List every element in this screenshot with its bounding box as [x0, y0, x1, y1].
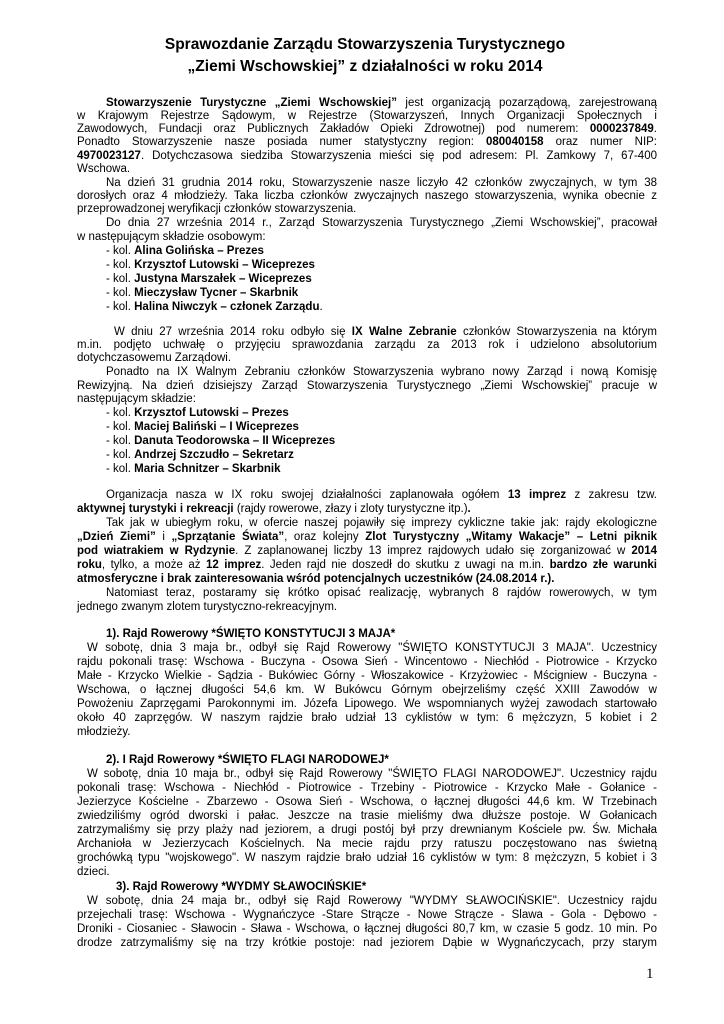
board2-item: - kol. Danuta Teodorowska – II Wiceprezes: [106, 435, 336, 447]
rally2-line: grochówką typu "wojskowego". W naszym rajdzie brało udział 16 cyklistów w tym: 8 mężczyzn, 5 kobiet i 3: [77, 852, 657, 864]
rally2-line: dzieci.: [77, 866, 110, 878]
p7-line-1: Tak jak w ubiegłym roku, w ofercie naszej pojawiły się imprezy cykliczne takie jak: rajdy ekologiczne: [106, 517, 657, 529]
board1-item: - kol. Alina Golińska – Prezes: [106, 245, 264, 257]
p2-line-2: dorosłych oraz 4 młodzieży. Taka liczba członków zwyczajnych naszego stowarzyszenia, wynika obecnie z: [77, 190, 657, 202]
rally2-line: zwiedziliśmy ogród dworski i pałac. Jeszcze na trasie mieliśmy dwa dłuższe postoje. W Gołanicach: [77, 810, 657, 822]
p8-line-1: Natomiast teraz, postaramy się krótko opisać realizację, wybranych 8 rajdów rowerowych, w tym: [106, 587, 657, 599]
board2-item: - kol. Maria Schnitzer – Skarbnik: [106, 463, 281, 475]
p7-line-5: atmosferyczne i brak zainteresowania wśród potencjalnych uczestników (24.08.2014 r.).: [77, 573, 555, 585]
rally1-line: Wschowa, o łącznej długości 54,6 km. W Bukówcu Górnym obejrzeliśmy część XXIII Zawodów w: [77, 684, 657, 696]
board1-item: - kol. Halina Niwczyk – członek Zarządu.: [106, 301, 323, 313]
p5-line-1: Ponadto na IX Walnym Zebraniu członków Stowarzyszenia wybrano nowy Zarząd i nową Komisję: [106, 366, 657, 378]
board1-item: - kol. Krzysztof Lutowski – Wiceprezes: [106, 259, 315, 271]
rally1-heading: 1). Rajd Rowerowy *ŚWIĘTO KONSTYTUCJI 3 MAJA*: [106, 628, 396, 640]
p2-line-3: przeprowadzonej weryfikacji członków stowarzyszenia.: [77, 203, 357, 215]
p5-line-3: następującym składzie:: [77, 393, 196, 405]
p8-line-2: jednego zwanym zlotem turystyczno-rekreacyjnym.: [77, 601, 338, 613]
rally3-line: drodze zatrzymaliśmy się na trzy krótkie postoje: nad jeziorem Dąbie w Wygnańczycach, przy starym: [77, 937, 657, 949]
rally3-heading: 3). Rajd Rowerowy *WYDMY SŁAWOCIŃSKIE*: [116, 881, 367, 893]
p6-line-2: aktywnej turystyki i rekreacji (rajdy rowerowe, złazy i zloty turystyczne itp.).: [77, 503, 471, 515]
rally1-line: młodzieży.: [77, 726, 131, 738]
p7-line-3: pod wiatrakiem w Rydzynie. Z zaplanowanej liczby 13 imprez rajdowych udało się zorganizować w 2014: [77, 545, 657, 557]
rally3-line: Droniki - Ciosaniec - Sławocin - Sława - Wschowa, o łącznej długości 80,7 km, w czasie 5 godz. 10 min. Po: [77, 923, 657, 935]
board2-item: - kol. Andrzej Szczudło – Sekretarz: [106, 449, 294, 461]
p3-line-2: w następującym składzie osobowym:: [77, 231, 266, 243]
p1-line-2: w Krajowym Rejestrze Sądowym, w Rejestrze (Stowarzyszeń, Innych Organizacji Społecznych i: [77, 110, 657, 122]
title-line-1: Sprawozdanie Zarządu Stowarzyszenia Turystycznego: [164, 36, 566, 53]
p3-line-1: Do dnia 27 września 2014 r., Zarząd Stowarzyszenia Turystycznego „Ziemi Wschowskiej”, pracował: [106, 217, 657, 229]
rally1-line: Małe - Krzycko Wielkie - Sądzia - Bukówiec Górny - Włoszakowice - Krzyżowiec - Mścigniew - Buczyna -: [77, 670, 657, 682]
rally3-line: przejechali trasę: Wschowa - Wygnańczyce -Stare Strącze - Nowe Strącze - Slawa - Gola - Dębowo -: [77, 909, 657, 921]
rally2-heading: 2). I Rajd Rowerowy *ŚWIĘTO FLAGI NARODOWEJ*: [106, 754, 389, 766]
p1-line-6: Wschowa.: [77, 163, 131, 175]
p1-line-3: Zawodowych, Fundacji oraz Publicznych Zakładów Opieki Zdrowotnej) pod numerem: 0000237849.: [77, 123, 657, 135]
rally2-line: pokonali trasę: Wschowa - Niechłód - Piotrowice - Trzebiny - Piotrowice - Krzycko Małe - Gołanice -: [77, 782, 657, 794]
p6-line-1: Organizacja nasza w IX roku swojej działalności zaplanowała ogółem 13 imprez z zakresu tzw.: [106, 489, 657, 501]
board1-item: - kol. Mieczysław Tycner – Skarbnik: [106, 287, 299, 299]
rally1-line: około 40 zaprzęgów. W naszym rajdzie brało udział 13 cyklistów w tym: 6 mężczyzn, 5 kobiet i 2: [77, 712, 657, 724]
page-number: 1: [646, 966, 654, 982]
board2-item: - kol. Krzysztof Lutowski – Prezes: [106, 407, 289, 419]
p7-line-4: roku, tylko, a może aż 12 imprez. Jeden rajd nie doszedł do skutku z uwagi na m.in. bardzo złe warunki: [77, 559, 657, 571]
p1-line-4: Ponadto Stowarzyszenie nasze posiada numer statystyczny region: 080040158 oraz numer NIP:: [77, 136, 658, 148]
rally3-line: W sobotę, dnia 24 maja br., odbył się Rajd Rowerowy "WYDMY SŁAWOCIŃSKIE". Uczestnicy rajdu: [87, 895, 657, 907]
title-line-2: „Ziemi Wschowskiej” z działalności w roku 2014: [187, 58, 543, 75]
rally1-line: Powożeniu Zaprzęgami Parokonnymi im. Józefa Lipowego. We wspomnianych wyżej zawodach startowało: [77, 698, 657, 710]
p1-line-5: 4970023127. Dotychczasowa siedziba Stowarzyszenia mieści się pod adresem: Pl. Zamkowy 7, 67-400: [77, 150, 657, 162]
p5-line-2: Rewizyjną. Na dzień dzisiejszy Zarząd Stowarzyszenia Turystycznego „Ziemi Wschowskiej” pracuje w: [77, 380, 657, 392]
rally2-line: Jezierzyce Kościelne - Zbarzewo - Osowa Sień - Wschowa, o łącznej długości 44,6 km. W Trzebinach: [77, 796, 657, 808]
p4-line-2: m.in. podjęto uchwałę o przyjęciu sprawozdania zarządu za 2013 rok i udzielono absolutorium: [77, 339, 657, 351]
p7-line-2: „Dzień Ziemi” i „Sprzątanie Świata”, oraz kolejny Zlot Turystyczny „Witamy Wakacje” – Letni piknik: [77, 531, 657, 543]
rally1-line: rajdu pokonali trasę: Wschowa - Buczyna - Osowa Sień - Wincentowo - Niechłód - Piotrowice - Krzycko: [77, 656, 657, 668]
rally2-line: Archanioła w Jezierzycach Kościelnych. Na mecie rajdu przy ratuszu poczęstowano nas świetną: [77, 838, 657, 850]
p2-line-1: Na dzień 31 grudnia 2014 roku, Stowarzyszenie nasze liczyło 42 członków zwyczajnych, w tym 38: [106, 177, 657, 189]
p4-line-1: W dniu 27 września 2014 roku odbyło się IX Walne Zebranie członków Stowarzyszenia na którym: [114, 326, 657, 338]
rally2-line: W sobotę, dnia 10 maja br., odbył się Rajd Rowerowy "ŚWIĘTO FLAGI NARODOWEJ". Uczestnicy rajdu: [87, 768, 657, 780]
p1-line-1: Stowarzyszenie Turystyczne „Ziemi Wschowskiej” jest organizacją pozarządową, zarejestrowaną: [106, 97, 657, 109]
rally2-line: zatrzymaliśmy się przy plaży nad jeziorem, a drugi postój był przy drewnianym Kościele pw. Św. Michała: [77, 824, 657, 836]
rally1-line: W sobotę, dnia 3 maja br., odbył się Rajd Rowerowy "ŚWIĘTO KONSTYTUCJI 3 MAJA". Uczestnicy: [87, 642, 657, 654]
board2-item: - kol. Maciej Baliński – I Wiceprezes: [106, 421, 299, 433]
p4-line-3: dotychczasowemu Zarządowi.: [77, 352, 232, 364]
board1-item: - kol. Justyna Marszałek – Wiceprezes: [106, 273, 312, 285]
